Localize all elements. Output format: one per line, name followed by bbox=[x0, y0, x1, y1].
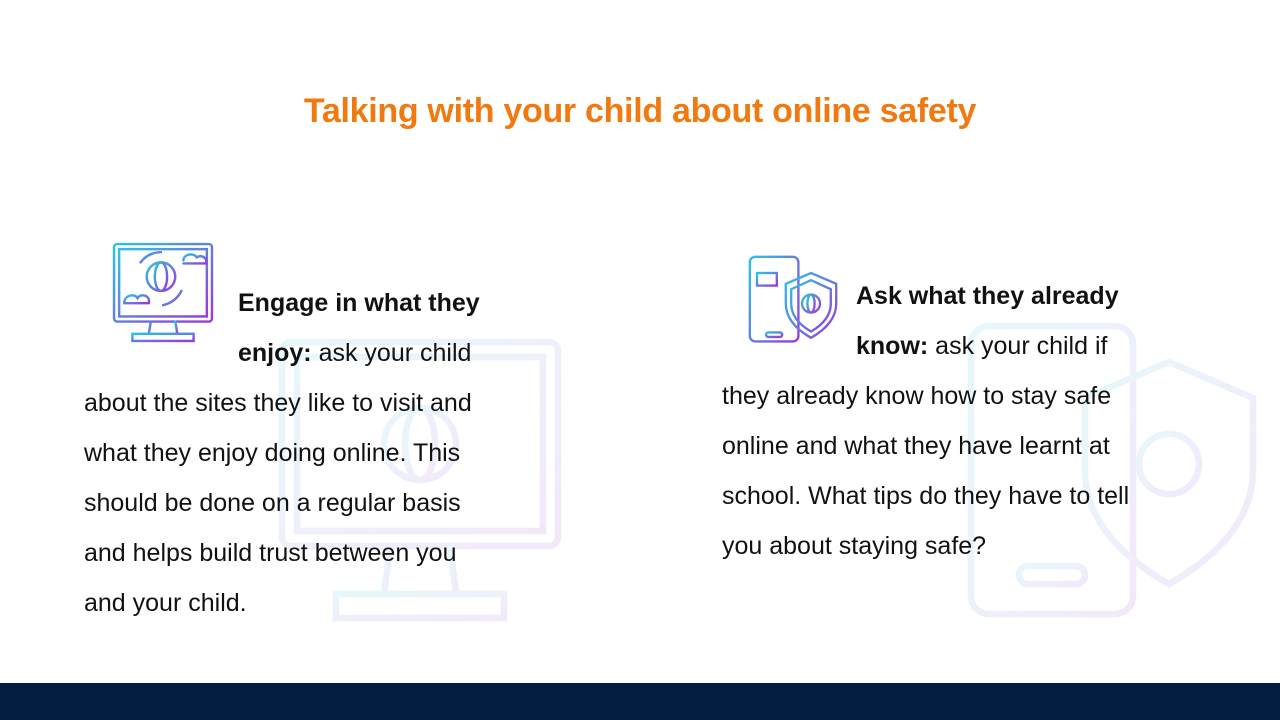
computer-globe-icon bbox=[112, 242, 214, 344]
left-paragraph-line-1 bbox=[238, 278, 480, 328]
left-paragraph-line-2 bbox=[238, 328, 471, 378]
left-line: about the sites they like to visit and bbox=[84, 389, 472, 417]
left-line: what they enjoy doing online. This bbox=[84, 439, 461, 467]
right-paragraph-line-2 bbox=[856, 321, 1107, 371]
left-heading-part-2: enjoy: bbox=[238, 339, 312, 367]
left-heading-part-1: Engage in what they bbox=[238, 289, 480, 317]
right-paragraph-body bbox=[722, 371, 1222, 571]
right-line: online and what they have learnt at bbox=[722, 432, 1110, 460]
footer-bar bbox=[0, 683, 1280, 720]
slide-title: Talking with your child about online safety bbox=[303, 92, 977, 130]
left-paragraph-body bbox=[84, 378, 554, 628]
right-line: school. What tips do they have to tell bbox=[722, 482, 1130, 510]
left-line: should be done on a regular basis bbox=[84, 489, 461, 517]
right-line: you about staying safe? bbox=[722, 532, 987, 560]
right-heading-part-2: know: bbox=[856, 332, 929, 360]
left-line: and your child. bbox=[84, 589, 247, 617]
phone-shield-icon bbox=[748, 254, 838, 346]
left-line-2-text: ask your child bbox=[311, 339, 472, 367]
right-paragraph-line-1 bbox=[856, 271, 1119, 321]
left-line: and helps build trust between you bbox=[84, 539, 457, 567]
right-line: they already know how to stay safe bbox=[722, 382, 1112, 410]
right-line-2-text: ask your child if bbox=[928, 332, 1108, 360]
right-heading-part-1: Ask what they already bbox=[856, 282, 1119, 310]
